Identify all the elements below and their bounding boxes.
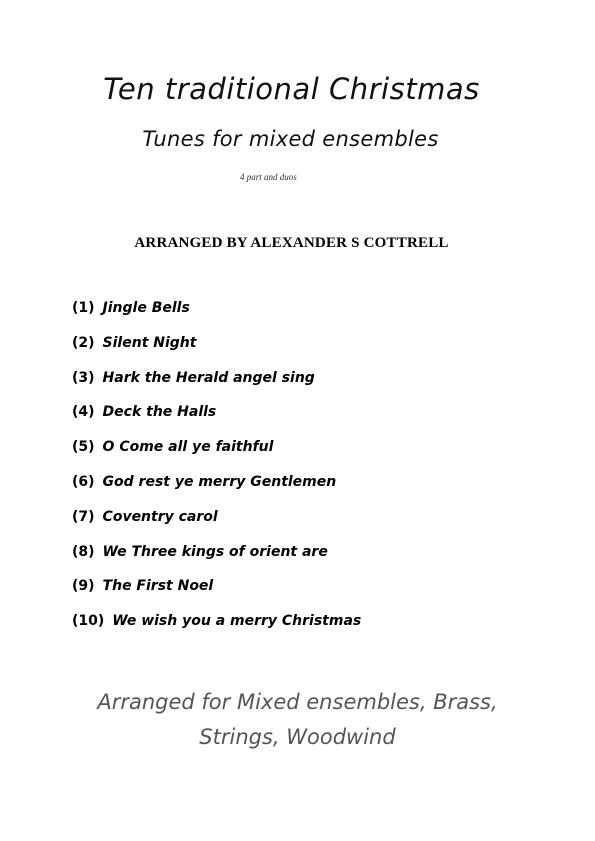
tune-item (72, 404, 361, 439)
tune-name: O Come all ye faithful (102, 439, 274, 456)
ensembles-line-1: Arranged for Mixed ensembles, Brass, (97, 690, 498, 714)
tune-item (72, 509, 361, 544)
tune-name: Silent Night (102, 334, 197, 351)
tune-number: (7) (72, 508, 95, 525)
ensembles-note (0, 685, 595, 755)
tune-item (72, 370, 361, 405)
arranger-credit: ARRANGED BY ALEXANDER S COTTRELL (134, 235, 449, 251)
tune-number: (8) (72, 543, 95, 560)
tune-item (72, 544, 361, 579)
tune-number: (9) (72, 578, 95, 595)
tune-name: Coventry carol (102, 508, 218, 525)
parts-note: 4 part and duos (240, 172, 297, 182)
ensembles-line-2: Strings, Woodwind (199, 725, 396, 749)
page-title: Ten traditional Christmas (103, 72, 480, 106)
tune-item (72, 474, 361, 509)
tune-number: (4) (72, 404, 95, 421)
tune-name: The First Noel (102, 578, 214, 595)
tune-name: Hark the Herald angel sing (102, 369, 315, 386)
tune-number: (2) (72, 334, 95, 351)
tune-name: Jingle Bells (102, 300, 190, 316)
tune-item (72, 300, 361, 335)
tune-item (72, 578, 361, 613)
tune-item (72, 439, 361, 474)
tune-name: We Three kings of orient are (102, 543, 328, 560)
tune-list (72, 300, 361, 648)
tune-name: God rest ye merry Gentlemen (102, 473, 337, 490)
tune-item (72, 613, 361, 648)
tune-name: Deck the Halls (102, 404, 217, 421)
tune-number: (6) (72, 473, 95, 490)
tune-name: We wish you a merry Christmas (112, 613, 362, 630)
tune-number: (1) (72, 300, 95, 316)
page-subtitle: Tunes for mixed ensembles (142, 127, 439, 151)
tune-number: (3) (72, 369, 95, 386)
tune-item (72, 335, 361, 370)
tune-number: (5) (72, 439, 95, 456)
tune-number: (10) (72, 613, 105, 630)
